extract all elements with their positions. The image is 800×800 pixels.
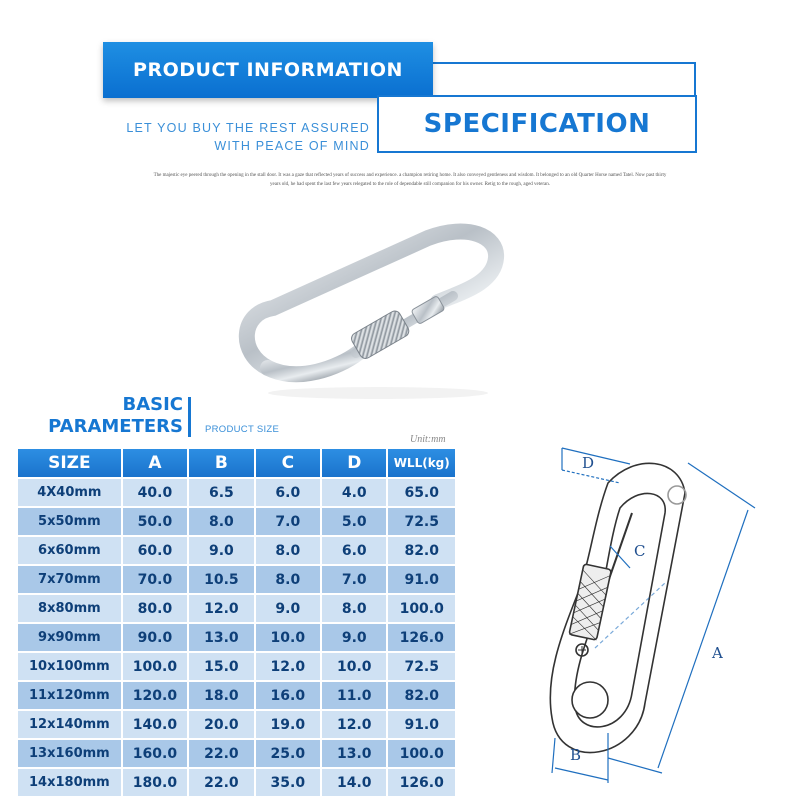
cell-wll: 126.0 xyxy=(388,769,455,796)
basic-parameters-line-2: PARAMETERS xyxy=(48,416,183,437)
cell-d: 10.0 xyxy=(322,653,386,680)
table-row xyxy=(18,653,455,680)
cell-wll: 72.5 xyxy=(388,653,455,680)
cell-a: 40.0 xyxy=(123,479,187,506)
cell-d: 9.0 xyxy=(322,624,386,651)
table-row xyxy=(18,595,455,622)
cell-wll: 100.0 xyxy=(388,595,455,622)
table-row xyxy=(18,479,455,506)
cell-c: 9.0 xyxy=(256,595,320,622)
specification-table xyxy=(16,447,457,798)
cell-a: 90.0 xyxy=(123,624,187,651)
cell-wll: 100.0 xyxy=(388,740,455,767)
cell-d: 12.0 xyxy=(322,711,386,738)
cell-size: 6x60mm xyxy=(18,537,121,564)
cell-c: 8.0 xyxy=(256,537,320,564)
cell-a: 70.0 xyxy=(123,566,187,593)
cell-size: 7x70mm xyxy=(18,566,121,593)
cell-size: 13x160mm xyxy=(18,740,121,767)
tagline xyxy=(126,119,370,155)
cell-b: 20.0 xyxy=(189,711,253,738)
header-c: C xyxy=(256,449,320,477)
cell-d: 5.0 xyxy=(322,508,386,535)
header-wll: WLL(kg) xyxy=(388,449,455,477)
cell-wll: 91.0 xyxy=(388,711,455,738)
cell-size: 4X40mm xyxy=(18,479,121,506)
table-row xyxy=(18,508,455,535)
diagram-label-b: B xyxy=(570,746,582,764)
cell-size: 10x100mm xyxy=(18,653,121,680)
cell-c: 10.0 xyxy=(256,624,320,651)
product-information-title: PRODUCT INFORMATION xyxy=(133,59,403,81)
cell-wll: 82.0 xyxy=(388,537,455,564)
cell-b: 13.0 xyxy=(189,624,253,651)
cell-c: 12.0 xyxy=(256,653,320,680)
cell-d: 11.0 xyxy=(322,682,386,709)
cell-b: 15.0 xyxy=(189,653,253,680)
cell-size: 8x80mm xyxy=(18,595,121,622)
cell-size: 9x90mm xyxy=(18,624,121,651)
specification-box xyxy=(377,95,697,153)
cell-c: 6.0 xyxy=(256,479,320,506)
table-row xyxy=(18,769,455,796)
basic-parameters-line-1: BASIC xyxy=(122,394,183,415)
cell-b: 10.5 xyxy=(189,566,253,593)
header-a: A xyxy=(123,449,187,477)
cell-c: 25.0 xyxy=(256,740,320,767)
cell-wll: 126.0 xyxy=(388,624,455,651)
diagram-label-c: C xyxy=(634,542,646,560)
cell-b: 22.0 xyxy=(189,740,253,767)
table-row xyxy=(18,682,455,709)
cell-size: 11x120mm xyxy=(18,682,121,709)
cell-wll: 72.5 xyxy=(388,508,455,535)
cell-c: 35.0 xyxy=(256,769,320,796)
cell-size: 14x180mm xyxy=(18,769,121,796)
table-body xyxy=(18,479,455,796)
cell-size: 12x140mm xyxy=(18,711,121,738)
heading-divider xyxy=(188,397,191,437)
header-size: SIZE xyxy=(18,449,121,477)
cell-b: 22.0 xyxy=(189,769,253,796)
cell-c: 19.0 xyxy=(256,711,320,738)
table-row xyxy=(18,711,455,738)
diagram-label-a: A xyxy=(712,644,723,662)
table-row xyxy=(18,624,455,651)
product-size-subtitle: PRODUCT SIZE xyxy=(205,424,280,435)
cell-wll: 82.0 xyxy=(388,682,455,709)
specification-title: SPECIFICATION xyxy=(423,109,651,139)
header-b: B xyxy=(189,449,253,477)
cell-b: 6.5 xyxy=(189,479,253,506)
cell-d: 7.0 xyxy=(322,566,386,593)
cell-a: 160.0 xyxy=(123,740,187,767)
blurb-text: The majestic eye peered through the opening in the stall door. It was a gaze that reflected years of success and experience. a champion retiring home. It also conveyed gentleness and wisdom. It belonged to an old Quarter Horse named Tatel. Now past thirty years old, he had spent the last few years relegated to the role of dependable still companion for his owner. Retig to the rough, aged veteran. xyxy=(153,173,667,187)
table-row xyxy=(18,740,455,767)
cell-b: 9.0 xyxy=(189,537,253,564)
tagline-line-1: LET YOU BUY THE REST ASSURED xyxy=(126,121,370,135)
table-row xyxy=(18,537,455,564)
cell-a: 100.0 xyxy=(123,653,187,680)
cell-a: 140.0 xyxy=(123,711,187,738)
product-information-banner xyxy=(103,42,433,98)
cell-a: 80.0 xyxy=(123,595,187,622)
cell-c: 7.0 xyxy=(256,508,320,535)
cell-wll: 65.0 xyxy=(388,479,455,506)
cell-a: 120.0 xyxy=(123,682,187,709)
diagram-label-d: D xyxy=(582,454,595,472)
cell-d: 8.0 xyxy=(322,595,386,622)
basic-parameters-heading xyxy=(20,394,183,438)
cell-size: 5x50mm xyxy=(18,508,121,535)
cell-d: 13.0 xyxy=(322,740,386,767)
cell-b: 18.0 xyxy=(189,682,253,709)
cell-a: 60.0 xyxy=(123,537,187,564)
cell-c: 8.0 xyxy=(256,566,320,593)
cell-b: 8.0 xyxy=(189,508,253,535)
cell-d: 14.0 xyxy=(322,769,386,796)
dimension-diagram xyxy=(540,438,790,793)
cell-c: 16.0 xyxy=(256,682,320,709)
tagline-line-2: WITH PEACE OF MIND xyxy=(214,139,370,153)
cell-b: 12.0 xyxy=(189,595,253,622)
carabiner-product-image xyxy=(228,218,528,403)
table-header-row xyxy=(18,449,455,477)
table-row xyxy=(18,566,455,593)
header-d: D xyxy=(322,449,386,477)
cell-d: 4.0 xyxy=(322,479,386,506)
cell-a: 50.0 xyxy=(123,508,187,535)
cell-a: 180.0 xyxy=(123,769,187,796)
cell-d: 6.0 xyxy=(322,537,386,564)
cell-wll: 91.0 xyxy=(388,566,455,593)
unit-label: Unit:mm xyxy=(410,434,446,445)
